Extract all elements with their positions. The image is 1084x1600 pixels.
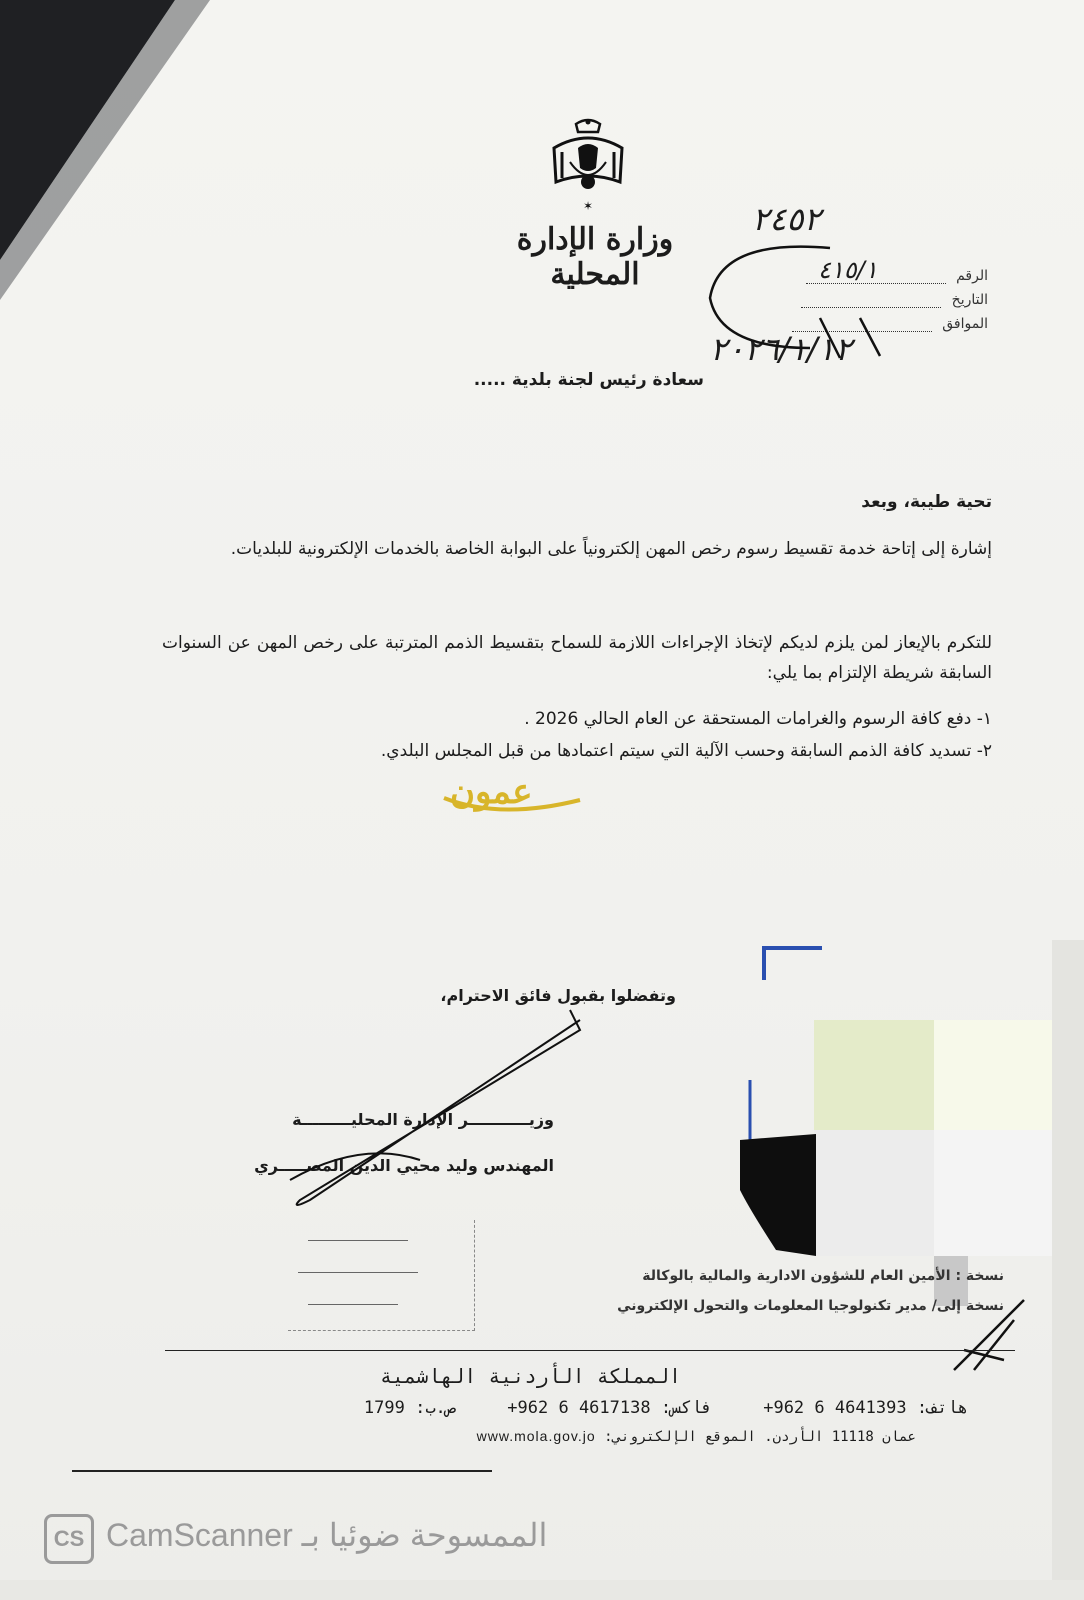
svg-text:✶: ✶ — [582, 199, 594, 213]
office-stamp — [288, 1220, 475, 1331]
closing-line: وتفضلوا بقبول فائق الاحترام، — [440, 986, 676, 1005]
address-line — [256, 1428, 916, 1445]
signature-scribble — [280, 990, 610, 1220]
website-link[interactable]: www.mola.gov.jo — [476, 1428, 596, 1444]
camscanner-label: الممسوحة ضوئيا بـ CamScanner — [106, 1517, 548, 1553]
hijri-label: الموافق — [942, 316, 988, 332]
greeting: تحية طيبة، وبعد — [861, 492, 992, 512]
handwriting-scribble — [690, 228, 910, 368]
redaction-dark-area — [740, 1130, 816, 1256]
redacted-block — [934, 1130, 1052, 1256]
copy-line-1: نسخة : الأمين العام للشؤون الادارية والمالية بالوكالة — [642, 1268, 1004, 1284]
redacted-block — [934, 1020, 1052, 1130]
phone-number: هاتف: 4641393 6 962+ — [763, 1398, 968, 1418]
camscanner-logo-icon: CS — [44, 1514, 94, 1564]
addressee: سعادة رئيس لجنة بلدية ..... — [473, 370, 704, 390]
po-box: ص.ب: 1799 — [363, 1398, 457, 1418]
minister-title: وزيـــــــــــر الإدارة المحليـــــــــة — [292, 1110, 554, 1129]
footer-bottom-rule — [72, 1470, 492, 1472]
copy-line-2: نسخة إلى/ مدير تكنولوجيا المعلومات والتحول الإلكتروني — [617, 1298, 1004, 1314]
address-text: عمان 11118 الأردن. الموقع الإلكتروني: — [604, 1429, 916, 1445]
initials-scribble — [944, 1290, 1034, 1380]
handwritten-number: ٢٤٥٢ — [752, 200, 821, 238]
fax-number: فاكس: 4617138 6 962+ — [507, 1398, 713, 1418]
watermark-swoosh — [440, 780, 610, 820]
paragraph-request: للتكرم بالإيعاز لمن يلزم لديكم لإتخاذ الإجراءات اللازمة للسماح بتقسيط الذمم المترتبة على رخص المهن عن السنوات السابقة شريطة الإلتزام بما يلي: — [162, 633, 992, 683]
redacted-block — [814, 1130, 934, 1256]
kingdom-name: المملكة الأردنية الهاشمية — [380, 1364, 682, 1388]
date-label: التاريخ — [951, 292, 988, 308]
footer-top-rule — [165, 1350, 1015, 1351]
watermark-text: عمون — [450, 772, 533, 812]
list-item-2: ٢- تسديد كافة الذمم السابقة وحسب الآلية التي سيتم اعتمادها من قبل المجلس البلدي. — [380, 741, 992, 761]
contact-line — [198, 1398, 968, 1418]
reference-label: الرقم — [956, 268, 988, 284]
list-item-1: ١- دفع كافة الرسوم والغرامات المستحقة عن العام الحالي 2026 . — [524, 709, 992, 729]
paragraph-intro: إشارة إلى إتاحة خدمة تقسيط رسوم رخص المهن إلكترونياً على البوابة الخاصة بالخدمات الإلكترونية للبلديات. — [230, 539, 992, 559]
jordan-crest-icon — [548, 118, 628, 218]
handwritten-date: ٢٠٢٦/١/١٢ — [710, 330, 852, 368]
redacted-block — [814, 1020, 934, 1130]
minister-name: المهندس وليد محيي الدين المصـــــري — [254, 1156, 554, 1175]
ministry-logo-text: وزارة الإدارة المحلية — [516, 222, 674, 292]
reference-handwriting: ٤١٥/١ — [818, 256, 878, 284]
